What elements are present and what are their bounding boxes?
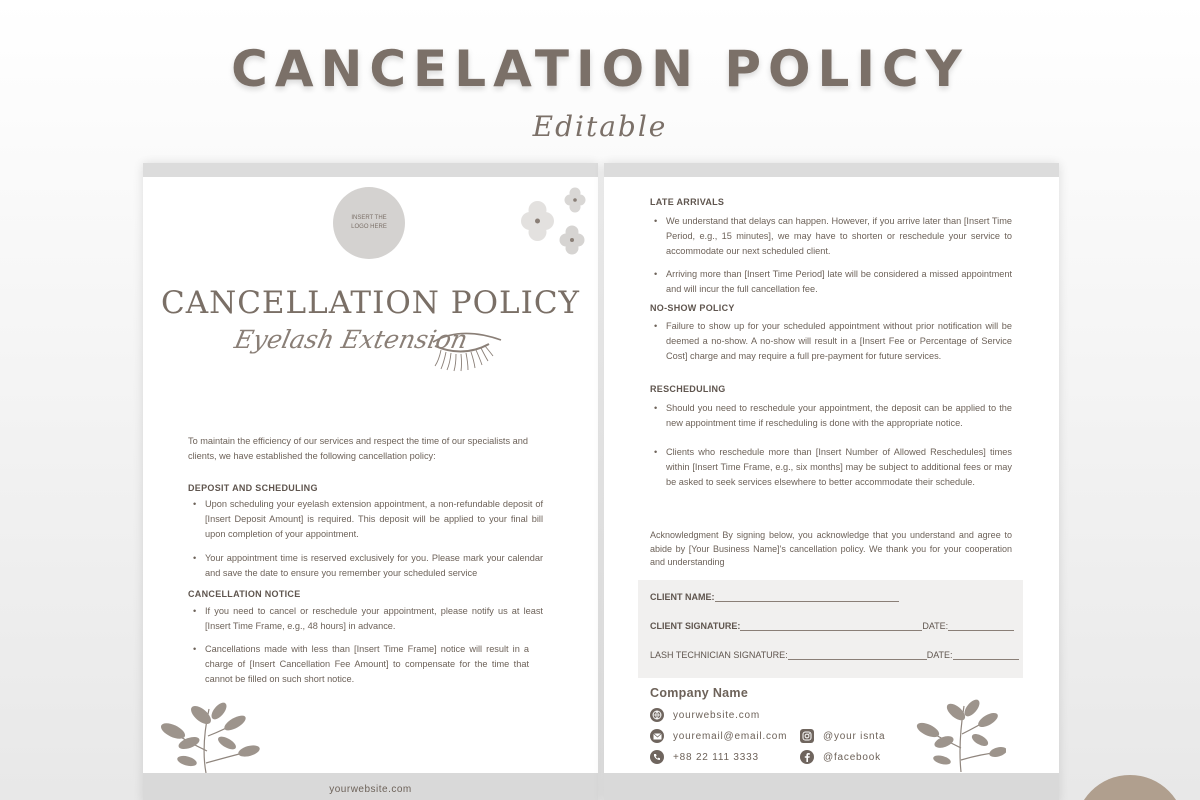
deposit-heading: DEPOSIT AND SCHEDULING: [188, 483, 318, 493]
instagram-text[interactable]: @your isnta: [823, 730, 886, 742]
email-contact: [650, 729, 787, 743]
rescheduling-list: [650, 401, 1012, 490]
signature-box: [638, 580, 1023, 678]
instagram-contact: [800, 729, 885, 743]
client-name-field[interactable]: [715, 592, 899, 602]
policy-page-1: [143, 163, 598, 800]
technician-signature-field[interactable]: [788, 650, 927, 660]
hero-subtitle: Editable: [532, 110, 668, 143]
phone-icon: [650, 750, 664, 764]
list-item: • Upon scheduling your eyelash extension appointment, a non-refundable deposit of [Insert Deposit Amount] is required. This deposit will be applied to your final bill upon completion of your appointment.: [189, 497, 543, 542]
date-label: DATE:: [926, 650, 953, 660]
no-show-heading: NO-SHOW POLICY: [650, 303, 735, 313]
technician-signature-label: LASH TECHNICIAN SIGNATURE:: [650, 650, 788, 660]
list-item: • We understand that delays can happen. However, if you arrive later than [Insert Time Period, e.g., 15 minutes], we may have to shorten or reschedule your service to accommodate our next scheduled client.: [650, 214, 1012, 259]
logo-placeholder: [333, 187, 405, 259]
document-title: CANCELLATION POLICY: [160, 285, 581, 321]
list-item: • Should you need to reschedule your appointment, the deposit can be applied to the new appointment time if rescheduling is done with the appropriate notice.: [650, 401, 1012, 431]
list-item: • Your appointment time is reserved exclusively for you. Please mark your calendar and save the date to ensure you remember your scheduled service: [189, 551, 543, 581]
flowers-icon: [513, 183, 595, 263]
logo-text-line-1: INSERT THE: [351, 215, 387, 221]
list-item: • Cancellations made with less than [Insert Time Frame] notice will result in a charge of [Insert Cancellation Fee Amount] to compensate for the time that cannot be filled on such short notice.: [189, 642, 543, 687]
list-item: • If you need to cancel or reschedule your appointment, please notify us at least [Insert Time Frame, e.g., 48 hours] in advance.: [189, 604, 543, 634]
footer-website: yourwebsite.com: [329, 784, 412, 795]
facebook-contact: [800, 750, 881, 764]
list-item: • Arriving more than [Insert Time Period] late will be considered a missed appointment and will incur the full cancellation fee.: [650, 267, 1012, 297]
website-contact: [650, 708, 760, 722]
phone-text[interactable]: +88 22 111 3333: [673, 751, 759, 763]
list-item: • Clients who reschedule more than [Insert Number of Allowed Reschedules] times within [Insert Time Frame, e.g., six months] may be subject to additional fees or may be asked to seek services elsewhere to better accommodate their schedule.: [650, 445, 1012, 490]
page-top-bar: [604, 163, 1059, 177]
document-script-subtitle: Eyelash Extension: [231, 325, 471, 354]
phone-contact: [650, 750, 759, 764]
client-name-label: CLIENT NAME:: [650, 592, 715, 602]
website-text[interactable]: yourwebsite.com: [673, 709, 761, 721]
client-signature-field[interactable]: [740, 621, 922, 631]
eyelash-icon: [431, 328, 506, 373]
facebook-text[interactable]: @facebook: [823, 751, 881, 763]
logo-text-line-2: LOGO HERE: [351, 224, 387, 230]
email-text[interactable]: youremail@email.com: [673, 730, 788, 742]
facebook-icon: [800, 750, 814, 764]
notice-list: [189, 604, 543, 687]
rescheduling-heading: RESCHEDULING: [650, 384, 726, 394]
date-label: DATE:: [922, 621, 949, 631]
decorative-circle: [1075, 775, 1185, 800]
page-top-bar: [143, 163, 598, 177]
technician-date-field[interactable]: [953, 650, 1019, 660]
late-arrivals-heading: LATE ARRIVALS: [650, 197, 725, 207]
client-signature-row: [650, 621, 1014, 631]
list-item: • Failure to show up for your scheduled appointment without prior notification will be deemed a no-show. A no-show will result in a [Insert Fee or Percentage of Service Cost] charge and may require a full pre-payment for future services.: [650, 319, 1012, 364]
instagram-icon: [800, 729, 814, 743]
page-bottom-bar: [604, 773, 1059, 800]
client-signature-label: CLIENT SIGNATURE:: [650, 621, 741, 631]
intro-paragraph: To maintain the efficiency of our services and respect the time of our specialists and clients, we have established the following cancellation policy:: [188, 436, 528, 461]
late-arrivals-list: [650, 214, 1012, 297]
hero-title: CANCELATION POLICY: [231, 40, 969, 98]
mail-icon: [650, 729, 664, 743]
no-show-list: [650, 319, 1012, 364]
client-name-row: [650, 592, 899, 602]
leaves-icon: [916, 698, 1006, 773]
policy-page-2: [604, 163, 1059, 800]
technician-signature-row: [650, 650, 1019, 660]
company-name: Company Name: [650, 686, 749, 700]
acknowledgment-paragraph: Acknowledgment By signing below, you acknowledge that you understand and agree to abide by [Your Business Name]'s cancellation policy. We thank you for your cooperation and understanding: [650, 530, 1012, 567]
deposit-list: [189, 497, 543, 581]
leaves-icon: [151, 701, 261, 776]
client-date-field[interactable]: [948, 621, 1014, 631]
globe-icon: [650, 708, 664, 722]
cancellation-notice-heading: CANCELLATION NOTICE: [188, 589, 301, 599]
